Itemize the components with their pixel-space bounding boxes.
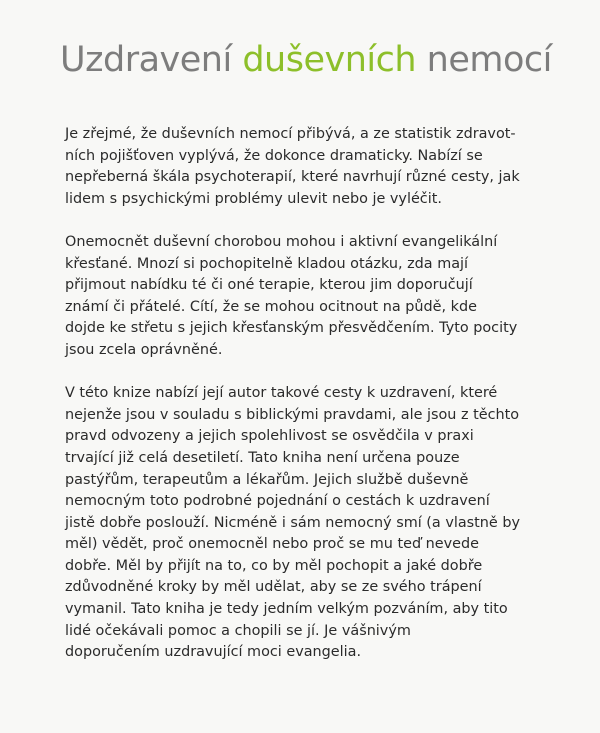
text-line: ních pojišťoven vyplývá, že dokonce dramaticky. Nabízí se (65, 147, 483, 164)
text-line: doporučením uzdravující moci evangelia. (65, 644, 362, 661)
title-part-1: Uzdravení (60, 40, 243, 80)
paragraph-2 (65, 232, 555, 362)
text-line: křesťané. Mnozí si pochopitelně kladou otázku, zda mají (65, 255, 469, 272)
text-line: Onemocnět duševní chorobou mohou i aktivní evangelikální (65, 233, 498, 250)
paragraph-gap (65, 362, 555, 384)
page-title (60, 38, 552, 82)
text-line: nejenže jsou v souladu s biblickými pravdami, ale jsou z těchto (65, 406, 520, 423)
paragraph-1 (65, 124, 555, 210)
text-line: dobře. Měl by přijít na to, co by měl pochopit a jaké dobře (65, 557, 483, 574)
text-line: V této knize nabízí její autor takové cesty k uzdravení, které (65, 385, 498, 402)
text-line: jistě dobře poslouží. Nicméně i sám nemocný smí (a vlastně by (65, 514, 520, 531)
text-line: zdůvodněné kroky by měl udělat, aby se ze svého trápení (65, 579, 482, 596)
text-line: nepřeberná škála psychoterapií, které navrhují různé cesty, jak (65, 169, 520, 186)
text-line: známí či přátelé. Cítí, že se mohou ocitnout na půdě, kde (65, 298, 477, 315)
paragraph-gap (65, 210, 555, 232)
title-part-2: nemocí (416, 40, 552, 80)
text-line: přijmout nabídku té či oné terapie, kterou jim doporučují (65, 277, 473, 294)
paragraph-3 (65, 383, 555, 664)
text-line: lidem s psychickými problémy ulevit nebo je vyléčit. (65, 190, 442, 207)
text-line: lidé očekávali pomoc a chopili se jí. Je vášnivým (65, 622, 411, 639)
text-line: měl) vědět, proč onemocněl nebo proč se mu teď nevede (65, 536, 479, 553)
text-line: trvající již celá desetiletí. Tato kniha není určena pouze (65, 449, 460, 466)
text-line: pastýřům, terapeutům a lékařům. Jejich službě duševně (65, 471, 469, 488)
text-line: vymanil. Tato kniha je tedy jedním velkým pozváním, aby tito (65, 601, 508, 618)
text-line: nemocným toto podrobné pojednání o cestách k uzdravení (65, 493, 490, 510)
text-line: pravd odvozeny a jejich spolehlivost se osvědčila v praxi (65, 428, 474, 445)
text-line: Je zřejmé, že duševních nemocí přibývá, a ze statistik zdravot- (65, 126, 516, 142)
text-line: dojde ke střetu s jejich křesťanským přesvědčením. Tyto pocity (65, 320, 518, 337)
title-highlight: duševních (242, 40, 417, 80)
description-text (65, 124, 555, 664)
text-line: jsou zcela oprávněné. (65, 341, 223, 358)
